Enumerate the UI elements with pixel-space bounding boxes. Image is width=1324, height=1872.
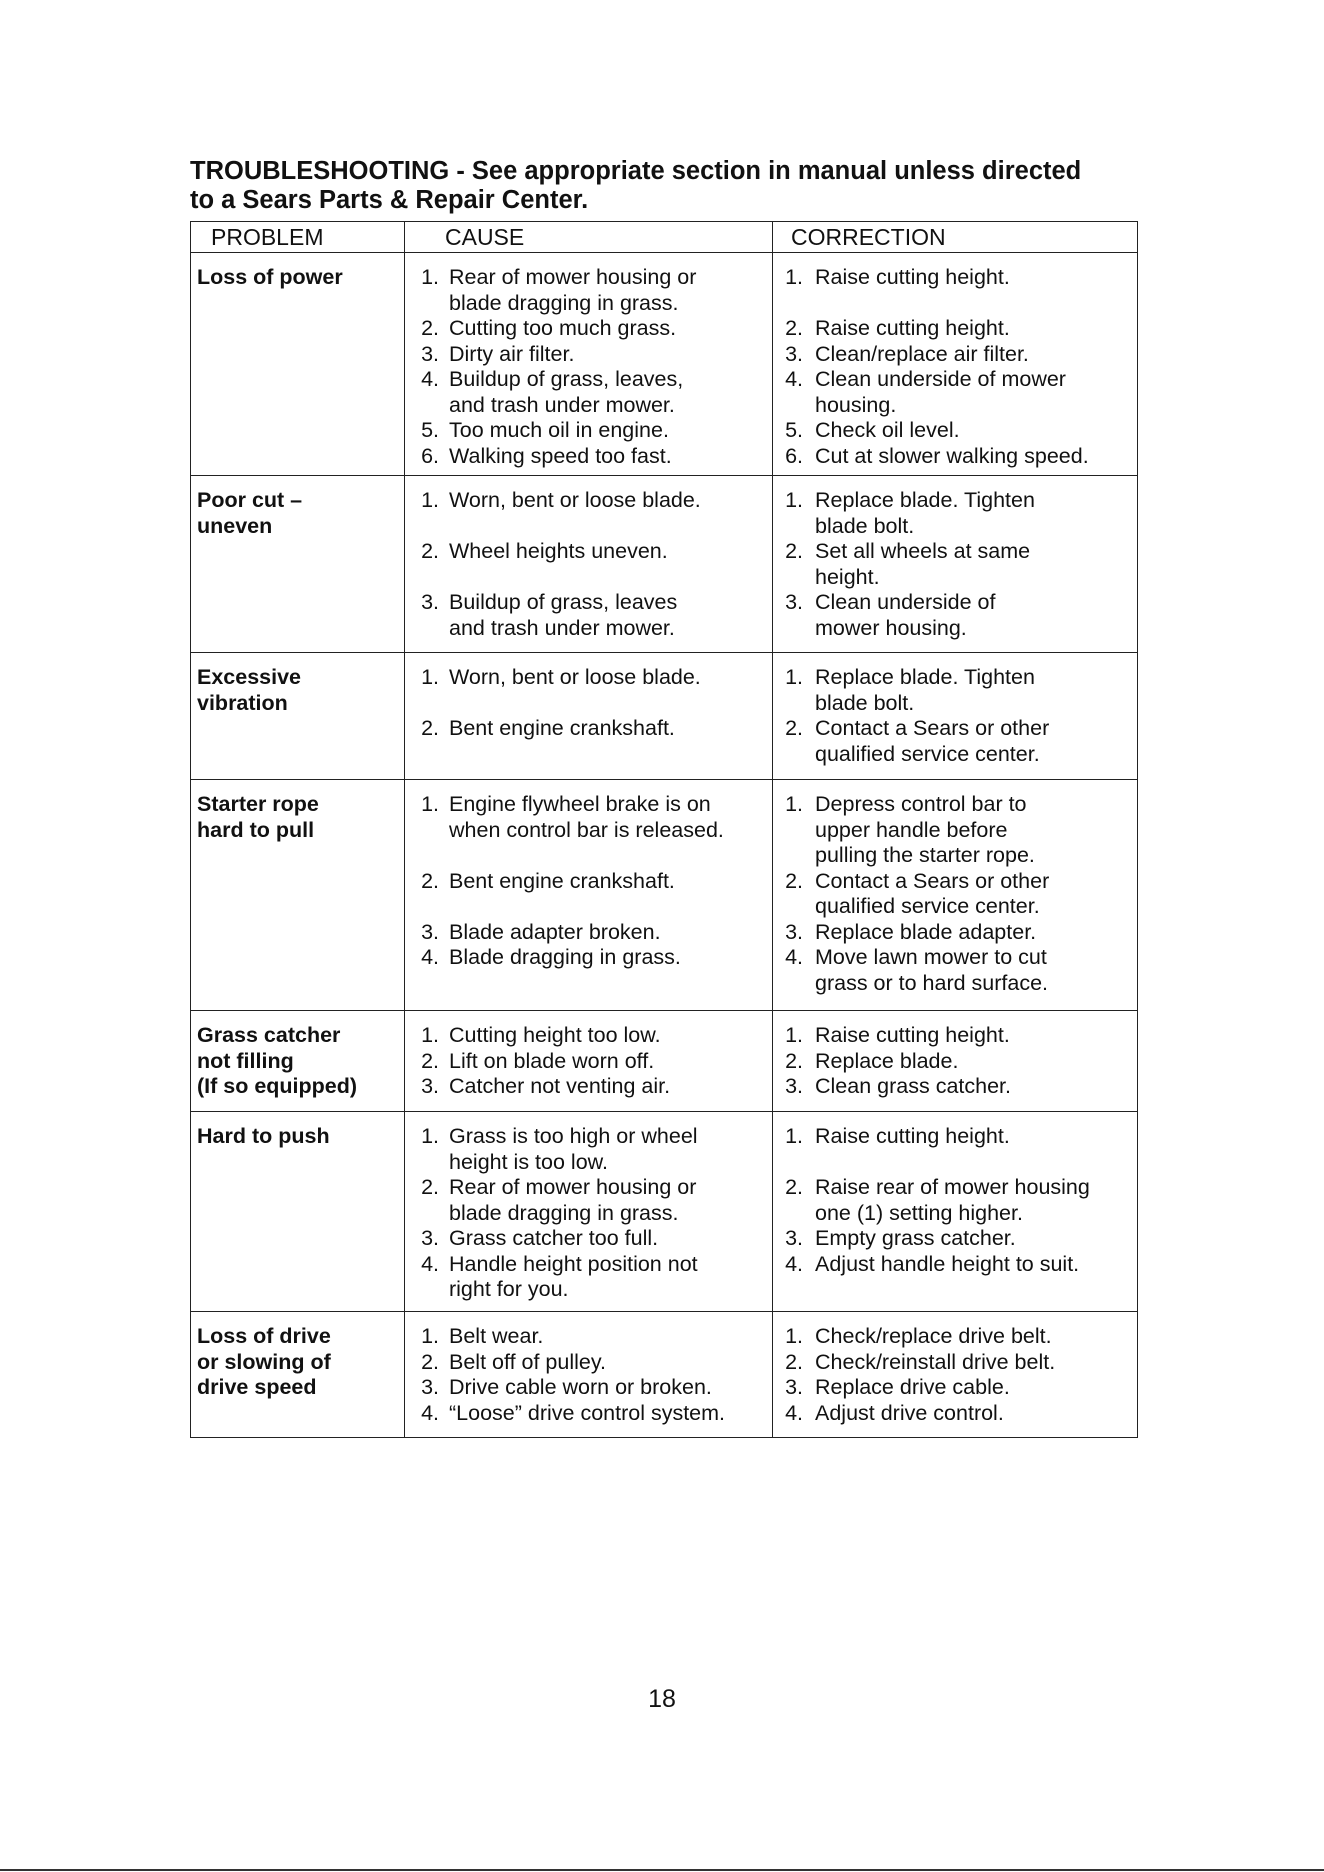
item-text [439,539,668,565]
item-line: Adjust handle height to suit. [815,1251,1080,1276]
item-text [439,665,701,691]
item-line: Raise cutting height. [815,316,1010,340]
problem-cell [191,653,405,780]
item-line: one (1) setting higher. [815,1200,1023,1225]
item-line: Replace blade. Tighten [815,488,1035,512]
item-line: qualified service center. [815,894,1040,918]
correction-item [773,418,1137,444]
item-text [803,1375,1010,1401]
item-line: Rear of mower housing or [449,265,697,289]
cause-item [405,1252,772,1303]
correction-item [773,1023,1137,1049]
correction-item [773,316,1137,342]
cause-item [405,1074,772,1100]
item-line: Drive cable worn or broken. [449,1375,712,1399]
item-line: Clean grass catcher. [815,1074,1011,1098]
item-text [803,265,1010,291]
problem-text: Loss of drive [197,1324,331,1348]
item-text [439,1175,696,1226]
item-number: 2. [421,868,439,893]
cause-item [405,1226,772,1252]
item-text [803,1049,958,1075]
item-text [803,869,1049,920]
page-heading [190,157,1150,215]
item-text [803,418,960,444]
item-line: grass or to hard surface. [815,970,1049,995]
item-text [803,1252,1079,1278]
item-line: housing. [815,392,897,417]
item-line: blade bolt. [815,513,915,538]
item-line: Cutting height too low. [449,1023,661,1047]
item-number: 2. [785,1175,803,1199]
correction-item [773,1350,1137,1376]
cause-item [405,1401,772,1427]
item-text [439,342,574,368]
item-text [803,488,1035,539]
item-text [803,945,1048,996]
cause-item [405,590,772,641]
problem-text: uneven [197,513,273,538]
correction-cell [773,476,1138,653]
troubleshooting-table [190,221,1138,1438]
item-line: Set all wheels at same [815,539,1031,563]
item-number: 3. [421,590,439,614]
cause-item [405,316,772,342]
table-row [191,253,1138,476]
item-number: 4. [785,1251,803,1276]
item-text [439,1074,670,1100]
item-number: 1. [421,1124,439,1148]
cause-item [405,869,772,895]
correction-item [773,488,1137,539]
item-line: Move lawn mower to cut [815,945,1047,969]
item-number: 2. [421,1048,439,1073]
correction-item [773,716,1137,767]
item-line: Bent engine crankshaft. [449,716,675,740]
item-number: 5. [421,418,439,442]
correction-item [773,945,1137,996]
item-number: 4. [421,1251,439,1276]
spacer [773,291,1137,317]
cause-item [405,716,772,742]
item-line: mower housing. [815,615,967,640]
correction-item [773,342,1137,368]
item-number: 1. [785,665,803,689]
correction-item [773,539,1137,590]
problem-cell [191,253,405,476]
correction-item [773,1401,1137,1427]
correction-cell [773,253,1138,476]
table-row [191,476,1138,653]
correction-cell [773,653,1138,780]
correction-item [773,792,1137,869]
item-line: Clean underside of mower [815,367,1066,391]
item-number: 4. [785,367,803,391]
item-number: 1. [785,488,803,512]
cause-item [405,1375,772,1401]
item-line: Belt wear. [449,1324,544,1348]
item-number: 2. [785,1349,803,1374]
item-line: Replace drive cable. [815,1375,1010,1399]
item-line: height. [815,564,880,589]
item-text [439,590,677,641]
item-line: blade dragging in grass. [449,1200,679,1225]
problem-text: Excessive [197,665,302,689]
table-header-row [191,222,1138,253]
cause-item [405,945,772,971]
item-text [803,1124,1010,1150]
item-number: 4. [785,945,803,969]
item-number: 1. [421,265,439,289]
item-line: Cutting too much grass. [449,316,677,340]
item-line: Catcher not venting air. [449,1074,671,1098]
cause-item [405,1049,772,1075]
spacer [773,1150,1137,1176]
item-text [439,265,696,316]
correction-cell [773,1312,1138,1438]
item-number: 1. [421,665,439,689]
correction-cell [773,780,1138,1011]
spacer [405,894,772,920]
item-line: when control bar is released. [449,817,724,842]
item-number: 1. [785,265,803,289]
item-line: Wheel heights uneven. [449,539,668,563]
problem-text: hard to pull [197,817,315,842]
table-row [191,1011,1138,1112]
spacer [405,691,772,717]
item-text [803,590,995,641]
item-text [439,920,661,946]
item-line: Check/replace drive belt. [815,1324,1052,1348]
item-text [439,1023,661,1049]
cause-item [405,418,772,444]
item-number: 3. [421,1375,439,1399]
problem-text: drive speed [197,1375,317,1399]
item-line: qualified service center. [815,741,1040,766]
item-line: Belt off of pulley. [449,1349,606,1374]
item-line: Blade adapter broken. [449,919,661,944]
item-number: 3. [785,590,803,614]
problem-cell [191,1011,405,1112]
item-line: Buildup of grass, leaves [449,590,678,614]
item-text [439,1226,658,1252]
item-number: 3. [785,1226,803,1250]
item-text [439,418,669,444]
table-row [191,1112,1138,1312]
item-number: 1. [785,1124,803,1148]
item-line: right for you. [449,1277,569,1301]
item-line: Raise rear of mower housing [815,1175,1090,1199]
correction-item [773,1175,1137,1226]
correction-item [773,1252,1137,1278]
item-text [439,1401,725,1427]
item-line: Adjust drive control. [815,1400,1004,1425]
item-text [803,1074,1011,1100]
item-line: Depress control bar to [815,792,1027,816]
item-number: 1. [421,792,439,816]
item-number: 1. [785,792,803,816]
item-text [803,792,1035,869]
item-number: 3. [785,1375,803,1399]
correction-item [773,1049,1137,1075]
problem-text: Starter rope [197,792,319,816]
item-number: 2. [785,539,803,563]
item-number: 1. [785,1023,803,1047]
item-line: Clean underside of [815,590,996,614]
item-text [803,316,1010,342]
item-text [803,1023,1010,1049]
item-text [439,488,701,514]
item-text [439,1375,712,1401]
item-number: 4. [785,1400,803,1425]
cause-item [405,444,772,470]
problem-text: Poor cut – [197,488,303,512]
correction-item [773,869,1137,920]
item-text [803,665,1035,716]
item-line: upper handle before [815,817,1008,842]
item-line: Raise cutting height. [815,1124,1010,1148]
item-line: Rear of mower housing or [449,1175,697,1199]
cause-item [405,342,772,368]
item-number: 3. [785,341,803,366]
item-number: 2. [421,716,439,740]
item-line: Contact a Sears or other [815,868,1050,893]
cause-cell [405,1011,773,1112]
item-line: and trash under mower. [449,615,675,640]
page-number: 18 [648,1685,676,1713]
header-correction: CORRECTION [773,222,1138,253]
item-line: Raise cutting height. [815,1023,1010,1047]
item-line: Too much oil in engine. [449,418,669,442]
heading-line-1: TROUBLESHOOTING - See appropriate section in manual unless directed [190,157,1082,185]
item-line: Replace blade. [815,1048,959,1073]
item-number: 1. [421,1324,439,1348]
correction-cell [773,1011,1138,1112]
problem-cell [191,1312,405,1438]
item-text [439,1049,654,1075]
item-line: Bent engine crankshaft. [449,868,675,893]
cause-cell [405,653,773,780]
correction-item [773,1074,1137,1100]
item-number: 2. [785,1048,803,1073]
item-number: 2. [785,868,803,893]
item-number: 3. [421,1226,439,1250]
item-text [439,1324,543,1350]
item-text [803,539,1030,590]
heading-line-2: to a Sears Parts & Repair Center. [190,186,589,214]
problem-text: vibration [197,690,288,715]
item-number: 3. [785,919,803,944]
item-line: Worn, bent or loose blade. [449,665,701,689]
correction-item [773,1324,1137,1350]
item-number: 3. [421,919,439,944]
bottom-rule [0,1869,1324,1871]
cause-cell [405,1112,773,1312]
cause-item [405,488,772,514]
item-line: Grass is too high or wheel [449,1124,698,1148]
cause-cell [405,1312,773,1438]
item-number: 3. [421,1074,439,1098]
correction-item [773,1375,1137,1401]
item-number: 4. [421,1400,439,1425]
problem-text: Loss of power [197,265,343,289]
item-line: Contact a Sears or other [815,716,1050,740]
item-number: 2. [421,316,439,340]
cause-item [405,1324,772,1350]
cause-item [405,1175,772,1226]
item-text [439,792,724,843]
item-number: 6. [785,443,803,468]
item-line: blade dragging in grass. [449,290,679,315]
problem-text: or slowing of [197,1349,331,1374]
header-cause: CAUSE [405,222,773,253]
item-text [439,716,675,742]
item-text [803,920,1036,946]
item-number: 5. [785,418,803,442]
item-text [803,1226,1016,1252]
cause-item [405,367,772,418]
item-line: Check oil level. [815,418,960,442]
item-line: pulling the starter rope. [815,843,1035,867]
correction-item [773,265,1137,291]
cause-cell [405,253,773,476]
item-number: 2. [785,316,803,340]
item-text [803,716,1049,767]
item-line: Check/reinstall drive belt. [815,1349,1056,1374]
item-line: and trash under mower. [449,392,675,417]
item-text [803,342,1029,368]
item-text [803,1175,1090,1226]
item-line: Raise cutting height. [815,265,1010,289]
item-number: 6. [421,443,439,468]
item-text [803,367,1066,418]
item-text [803,1350,1055,1376]
item-text [439,444,672,470]
item-text [803,1324,1052,1350]
item-text [439,316,676,342]
table-row [191,780,1138,1011]
correction-item [773,590,1137,641]
item-line: Clean/replace air filter. [815,341,1029,366]
table-row [191,653,1138,780]
cause-item [405,1023,772,1049]
item-number: 4. [421,945,439,969]
spacer [405,565,772,591]
problem-text: (If so equipped) [197,1074,358,1098]
item-line: Cut at slower walking speed. [815,443,1089,468]
correction-item [773,367,1137,418]
item-line: Handle height position not [449,1251,698,1276]
cause-cell [405,476,773,653]
item-number: 2. [421,539,439,563]
problem-cell [191,780,405,1011]
item-number: 1. [421,488,439,512]
problem-cell [191,476,405,653]
correction-item [773,444,1137,470]
problem-text: Grass catcher [197,1023,341,1047]
item-text [439,1350,606,1376]
item-text [803,444,1089,470]
item-line: Walking speed too fast. [449,443,672,468]
item-number: 2. [785,716,803,740]
cause-item [405,1124,772,1175]
item-line: Worn, bent or loose blade. [449,488,701,512]
cause-item [405,792,772,843]
spacer [405,514,772,540]
correction-cell [773,1112,1138,1312]
item-line: Engine flywheel brake is on [449,792,711,816]
item-number: 2. [421,1175,439,1199]
problem-text: Hard to push [197,1124,330,1148]
item-number: 1. [785,1324,803,1348]
item-line: Grass catcher too full. [449,1226,659,1250]
cause-item [405,920,772,946]
item-line: Empty grass catcher. [815,1226,1016,1250]
cause-item [405,265,772,316]
item-line: Dirty air filter. [449,341,575,366]
item-number: 2. [421,1349,439,1374]
item-line: “Loose” drive control system. [449,1400,726,1425]
problem-text: not filling [197,1048,294,1073]
item-number: 3. [421,341,439,366]
cause-item [405,1350,772,1376]
item-text [439,869,675,895]
item-number: 1. [421,1023,439,1047]
item-text [439,1124,698,1175]
correction-item [773,1124,1137,1150]
table-row [191,1312,1138,1438]
item-line: Buildup of grass, leaves, [449,367,684,391]
cause-item [405,665,772,691]
correction-item [773,920,1137,946]
correction-item [773,665,1137,716]
item-text [439,367,683,418]
item-number: 3. [785,1074,803,1098]
item-line: Replace blade. Tighten [815,665,1035,689]
cause-cell [405,780,773,1011]
item-text [439,1252,698,1303]
item-line: Replace blade adapter. [815,919,1037,944]
item-text [803,1401,1004,1427]
item-line: height is too low. [449,1149,608,1174]
spacer [405,843,772,869]
item-line: Lift on blade worn off. [449,1048,655,1073]
item-text [439,945,681,971]
problem-cell [191,1112,405,1312]
correction-item [773,1226,1137,1252]
item-number: 4. [421,367,439,391]
header-problem: PROBLEM [191,222,405,253]
cause-item [405,539,772,565]
item-line: Blade dragging in grass. [449,945,681,969]
item-line: blade bolt. [815,690,915,715]
